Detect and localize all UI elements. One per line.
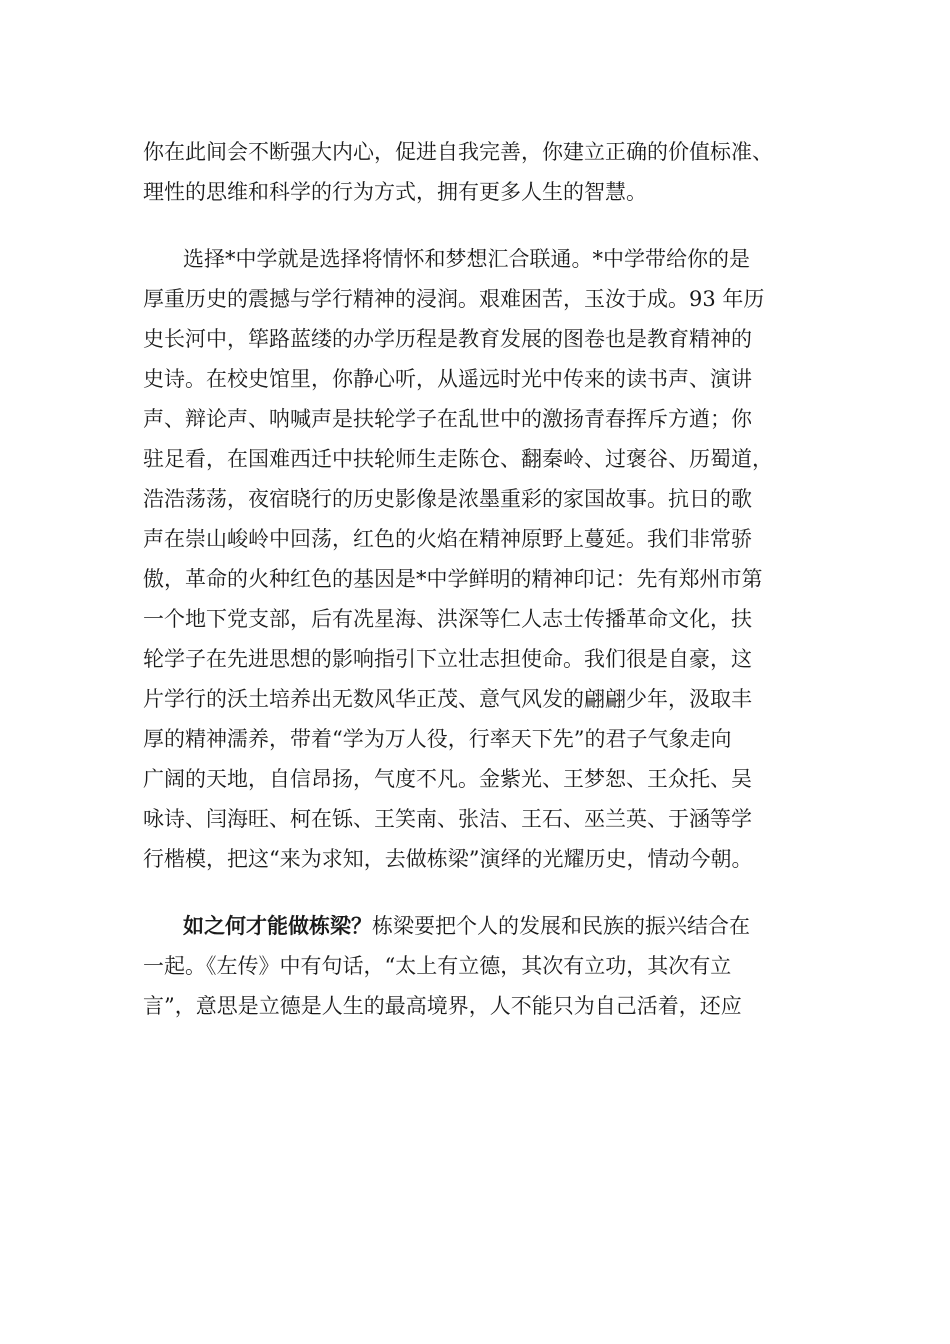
text-line: 理性的思维和科学的行为方式，拥有更多人生的智慧。: [143, 180, 647, 204]
text-line: 一起。《左传》中有句话，“太上有立德，其次有立功，其次有立: [143, 954, 732, 978]
text-line: 轮学子在先进思想的影响指引下立壮志担使命。我们很是自豪，这: [143, 647, 752, 671]
document-body: [143, 132, 807, 1026]
text-line: 片学行的沃土培养出无数风华正茂、意气风发的翩翩少年，汲取丰: [143, 687, 752, 711]
paragraph: [143, 906, 807, 1026]
text-line: 声在崇山峻岭中回荡，红色的火焰在精神原野上蔓延。我们非常骄: [143, 527, 752, 551]
text-line: 史诗。在校史馆里，你静心听，从遥远时光中传来的读书声、演讲: [143, 367, 752, 391]
text-line: 驻足看，在国难西迁中扶轮师生走陈仓、翻秦岭、过褒谷、历蜀道，: [143, 447, 773, 471]
text-line: 言”，意思是立德是人生的最高境界，人不能只为自己活着，还应: [143, 994, 742, 1018]
paragraph-gap: [143, 212, 807, 239]
text-line: 选择*中学就是选择将情怀和梦想汇合联通。*中学带给你的是: [183, 247, 750, 271]
text-line: 一个地下党支部，后有冼星海、洪深等仁人志士传播革命文化，扶: [143, 607, 752, 631]
paragraph: [143, 132, 807, 212]
text-line: 浩浩荡荡，夜宿晓行的历史影像是浓墨重彩的家国故事。抗日的歌: [143, 487, 752, 511]
text-line: 厚重历史的震撼与学行精神的浸润。艰难困苦，玉汝于成。93 年历: [143, 287, 765, 311]
text-line: 你在此间会不断强大内心，促进自我完善，你建立正确的价值标准、: [143, 140, 773, 164]
text-line: 傲，革命的火种红色的基因是*中学鲜明的精神印记：先有郑州市第: [143, 567, 763, 591]
bold-lead-question: 如之何才能做栋梁？: [183, 913, 372, 938]
text-line: 行楷模，把这“来为求知，去做栋梁”演绎的光耀历史，情动今朝。: [143, 847, 753, 871]
text-line: 厚的精神濡养，带着“学为万人役，行率天下先”的君子气象走向: [143, 727, 732, 751]
text-line: 咏诗、闫海旺、柯在铄、王笑南、张洁、王石、巫兰英、于涵等学: [143, 807, 752, 831]
paragraph: [143, 239, 807, 879]
text-run: 栋梁要把个人的发展和民族的振兴结合在: [372, 914, 750, 938]
text-line: 广阔的天地，自信昂扬，气度不凡。金紫光、王梦恕、王众托、吴: [143, 767, 752, 791]
text-line: 声、辩论声、呐喊声是扶轮学子在乱世中的激扬青春挥斥方遒；你: [143, 407, 752, 431]
text-line: [143, 906, 807, 946]
paragraph-gap: [143, 879, 807, 906]
text-line: 史长河中，筚路蓝缕的办学历程是教育发展的图卷也是教育精神的: [143, 327, 752, 351]
